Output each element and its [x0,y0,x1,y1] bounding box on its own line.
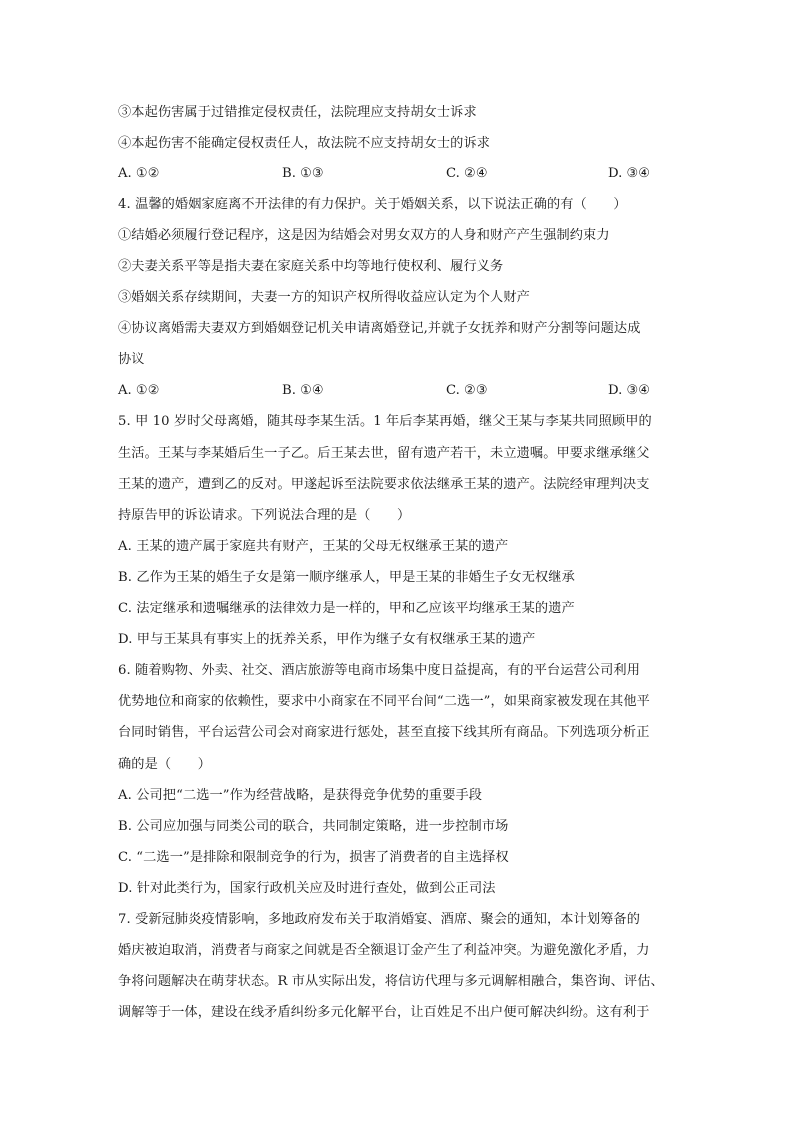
q6-option-a: A. 公司把“二选一”作为经营战略，是获得竞争优势的重要手段 [118,788,483,803]
q6-stem-line-3: 台同时销售，平台运营公司会对商家进行惩处，甚至直接下线其所有商品。下列选项分析正 [118,725,650,740]
q3-item-3: ③本起伤害属于过错推定侵权责任，法院理应支持胡女士诉求 [118,105,477,120]
q5-stem-line-4: 持原告甲的诉讼请求。下列说法合理的是（ ） [118,508,411,523]
q3-option-b: B. ①③ [282,166,324,181]
q6-stem-line-4: 确的是（ ） [118,757,212,772]
q7-stem-line-1: 7. 受新冠肺炎疫情影响，多地政府发布关于取消婚宴、酒席、聚会的通知，本计划筹备的 [118,912,640,927]
q6-option-b: B. 公司应加强与同类公司的联合，共同制定策略，进一步控制市场 [118,819,509,834]
q5-stem-line-1: 5. 甲 10 岁时父母离婚，随其母李某生活。1 年后李某再婚，继父王某与李某共同照顾甲的 [118,414,652,429]
q6-option-d: D. 针对此类行为，国家行政机关应及时进行查处，做到公正司法 [118,881,496,896]
q5-stem-line-2: 生活。王某与李某婚后生一子乙。后王某去世，留有遗产若干，未立遗嘱。甲要求继承继父 [118,446,650,461]
q3-option-d: D. ③④ [608,166,651,181]
q4-item-1: ①结婚必须履行登记程序，这是因为结婚会对男女双方的人身和财产产生强制约束力 [118,228,610,243]
q7-stem-line-2: 婚庆被迫取消，消费者与商家之间就是否全额退订金产生了利益冲突。为避免激化矛盾，力 [118,943,650,958]
q5-option-b: B. 乙作为王某的婚生子女是第一顺序继承人，甲是王某的非婚生子女无权继承 [118,570,575,585]
q4-item-3: ③婚姻关系存续期间，夫妻一方的知识产权所得收益应认定为个人财产 [118,290,530,305]
q4-option-c: C. ②③ [446,383,488,398]
q7-stem-line-3: 争将问题解决在萌芽状态。R 市从实际出发，将信访代理与多元调解相融合，集咨询、评估、 [118,974,664,989]
q4-item-4: ④协议离婚需夫妻双方到婚姻登记机关申请离婚登记,并就子女抚养和财产分割等问题达成 [118,321,641,336]
q4-option-d: D. ③④ [608,383,651,398]
q5-stem-line-3: 王某的遗产，遭到乙的反对。甲遂起诉至法院要求依法继承王某的遗产。法院经审理判决支 [118,477,650,492]
q5-option-a: A. 王某的遗产属于家庭共有财产，王某的父母无权继承王某的遗产 [118,539,509,554]
q7-stem-line-4: 调解等于一体，建设在线矛盾纠纷多元化解平台，让百姓足不出户便可解决纠纷。这有利于 [118,1005,650,1020]
q3-item-4: ④本起伤害不能确定侵权责任人，故法院不应支持胡女士的诉求 [118,136,491,151]
q4-stem: 4. 温馨的婚姻家庭离不开法律的有力保护。关于婚姻关系，以下说法正确的有（ ） [118,197,627,212]
q3-option-c: C. ②④ [446,166,488,181]
q6-stem-line-2: 优势地位和商家的依赖性，要求中小商家在不同平台间“二选一”，如果商家被发现在其他平 [118,694,650,709]
q6-option-c: C. “二选一”是排除和限制竞争的行为，损害了消费者的自主选择权 [118,850,509,865]
q6-stem-line-1: 6. 随着购物、外卖、社交、酒店旅游等电商市场集中度日益提高，有的平台运营公司利用 [118,663,640,678]
q4-option-b: B. ①④ [282,383,324,398]
q3-option-a: A. ①② [118,166,160,181]
q5-option-c: C. 法定继承和遗嘱继承的法律效力是一样的，甲和乙应该平均继承王某的遗产 [118,601,575,616]
q4-item-4-cont: 协议 [118,352,145,367]
q4-item-2: ②夫妻关系平等是指夫妻在家庭关系中均等地行使权利、履行义务 [118,259,504,274]
q5-option-d: D. 甲与王某具有事实上的抚养关系，甲作为继子女有权继承王某的遗产 [118,632,536,647]
q4-option-a: A. ①② [118,383,160,398]
